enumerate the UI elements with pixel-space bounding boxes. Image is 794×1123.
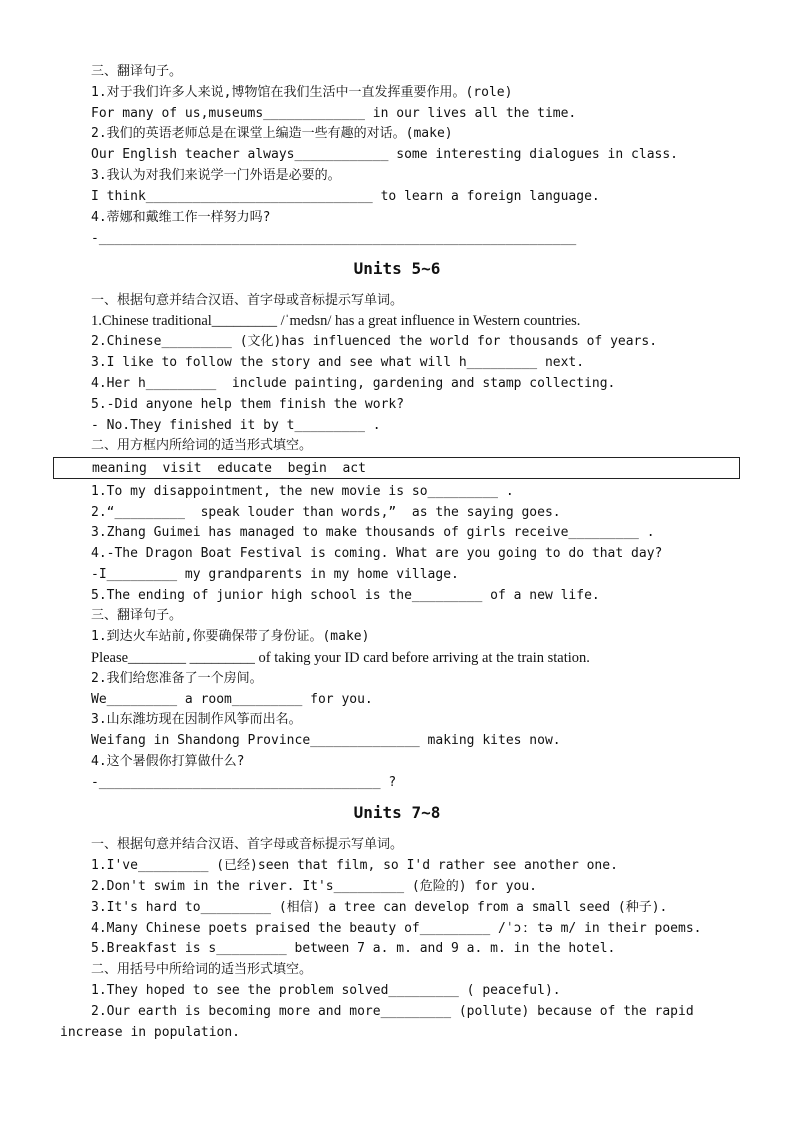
question-line: 2.Our earth is becoming more and more_________ (pollute) because of the rapid <box>91 1004 694 1019</box>
question-line: Weifang in Shandong Province______________ making kites now. <box>91 733 561 748</box>
question-line: Our English teacher always____________ some interesting dialogues in class. <box>91 147 678 162</box>
question-line: 1.They hoped to see the problem solved_________ ( peaceful). <box>91 983 561 998</box>
question-line: 3.I like to follow the story and see what will h_________ next. <box>91 355 585 370</box>
question-line: 2.“_________ speak louder than words,” as the saying goes. <box>91 505 561 520</box>
unit-heading: Units 7~8 <box>353 803 441 822</box>
question-line: 2.Chinese_________ (文化)has influenced the world for thousands of years. <box>91 334 658 349</box>
unit-heading: Units 5~6 <box>353 259 441 278</box>
section-title: 三、翻译句子。 <box>91 608 183 623</box>
question-line: 4.Her h_________ include painting, gardening and stamp collecting. <box>91 376 616 391</box>
word-box <box>53 457 740 479</box>
question-line: 4.蒂娜和戴维工作一样努力吗? <box>91 210 271 225</box>
section-title: 三、翻译句子。 <box>91 64 183 79</box>
question-line: For many of us,museums_____________ in our lives all the time. <box>91 106 577 121</box>
question-line: 3.我认为对我们来说学一门外语是必要的。 <box>91 168 341 183</box>
question-line: 1.I've_________ (已经)seen that film, so I'd rather see another one. <box>91 858 618 873</box>
question-line: 4.-The Dragon Boat Festival is coming. What are you going to do that day? <box>91 546 663 561</box>
question-line: -I_________ my grandparents in my home village. <box>91 567 459 582</box>
answer-line: -____________________________________ ? <box>91 775 397 790</box>
question-line: 3.山东潍坊现在因制作风筝而出名。 <box>91 712 302 727</box>
section-title: 二、用括号中所给词的适当形式填空。 <box>91 962 313 977</box>
question-line: increase in population. <box>60 1025 241 1040</box>
question-line: We_________ a room_________ for you. <box>91 692 373 707</box>
question-line: I think_____________________________ to learn a foreign language. <box>91 189 600 204</box>
section-title: 一、根据句意并结合汉语、首字母或音标提示写单词。 <box>91 293 404 308</box>
question-line: 1.到达火车站前,你要确保带了身份证。(make) <box>91 629 370 644</box>
question-line: 2.Don't swim in the river. It's_________ (危险的) for you. <box>91 879 537 894</box>
section-title: 一、根据句意并结合汉语、首字母或音标提示写单词。 <box>91 837 404 852</box>
question-line: 3.It's hard to_________ (相信) a tree can develop from a small seed (种子). <box>91 900 668 915</box>
question-line: 5.-Did anyone help them finish the work? <box>91 397 405 412</box>
question-line: 5.The ending of junior high school is the_________ of a new life. <box>91 588 600 603</box>
question-line: 4.这个暑假你打算做什么? <box>91 754 245 769</box>
question-line: 2.我们给您准备了一个房间。 <box>91 671 263 686</box>
question-line: 4.Many Chinese poets praised the beauty of_________ /ˈɔː tə m/ in their poems. <box>91 921 702 936</box>
question-line: Please________ _________ of taking your ID card before arriving at the train station. <box>91 650 590 666</box>
answer-line: -_____________________________________________________________ <box>91 231 577 246</box>
question-line: 1.Chinese traditional_________ /ˈmedsn/ has a great influence in Western countries. <box>91 313 581 329</box>
question-line: 5.Breakfast is s_________ between 7 a. m. and 9 a. m. in the hotel. <box>91 941 616 956</box>
section-title: 二、用方框内所给词的适当形式填空。 <box>91 438 313 453</box>
question-line: - No.They finished it by t_________ . <box>91 418 381 433</box>
question-line: 3.Zhang Guimei has managed to make thousands of girls receive_________ . <box>91 525 655 540</box>
question-line: 1.对于我们许多人来说,博物馆在我们生活中一直发挥重要作用。(role) <box>91 85 513 100</box>
question-line: 2.我们的英语老师总是在课堂上编造一些有趣的对话。(make) <box>91 126 453 141</box>
word-box-text: meaning visit educate begin act <box>92 461 366 476</box>
question-line: 1.To my disappointment, the new movie is so_________ . <box>91 484 514 499</box>
